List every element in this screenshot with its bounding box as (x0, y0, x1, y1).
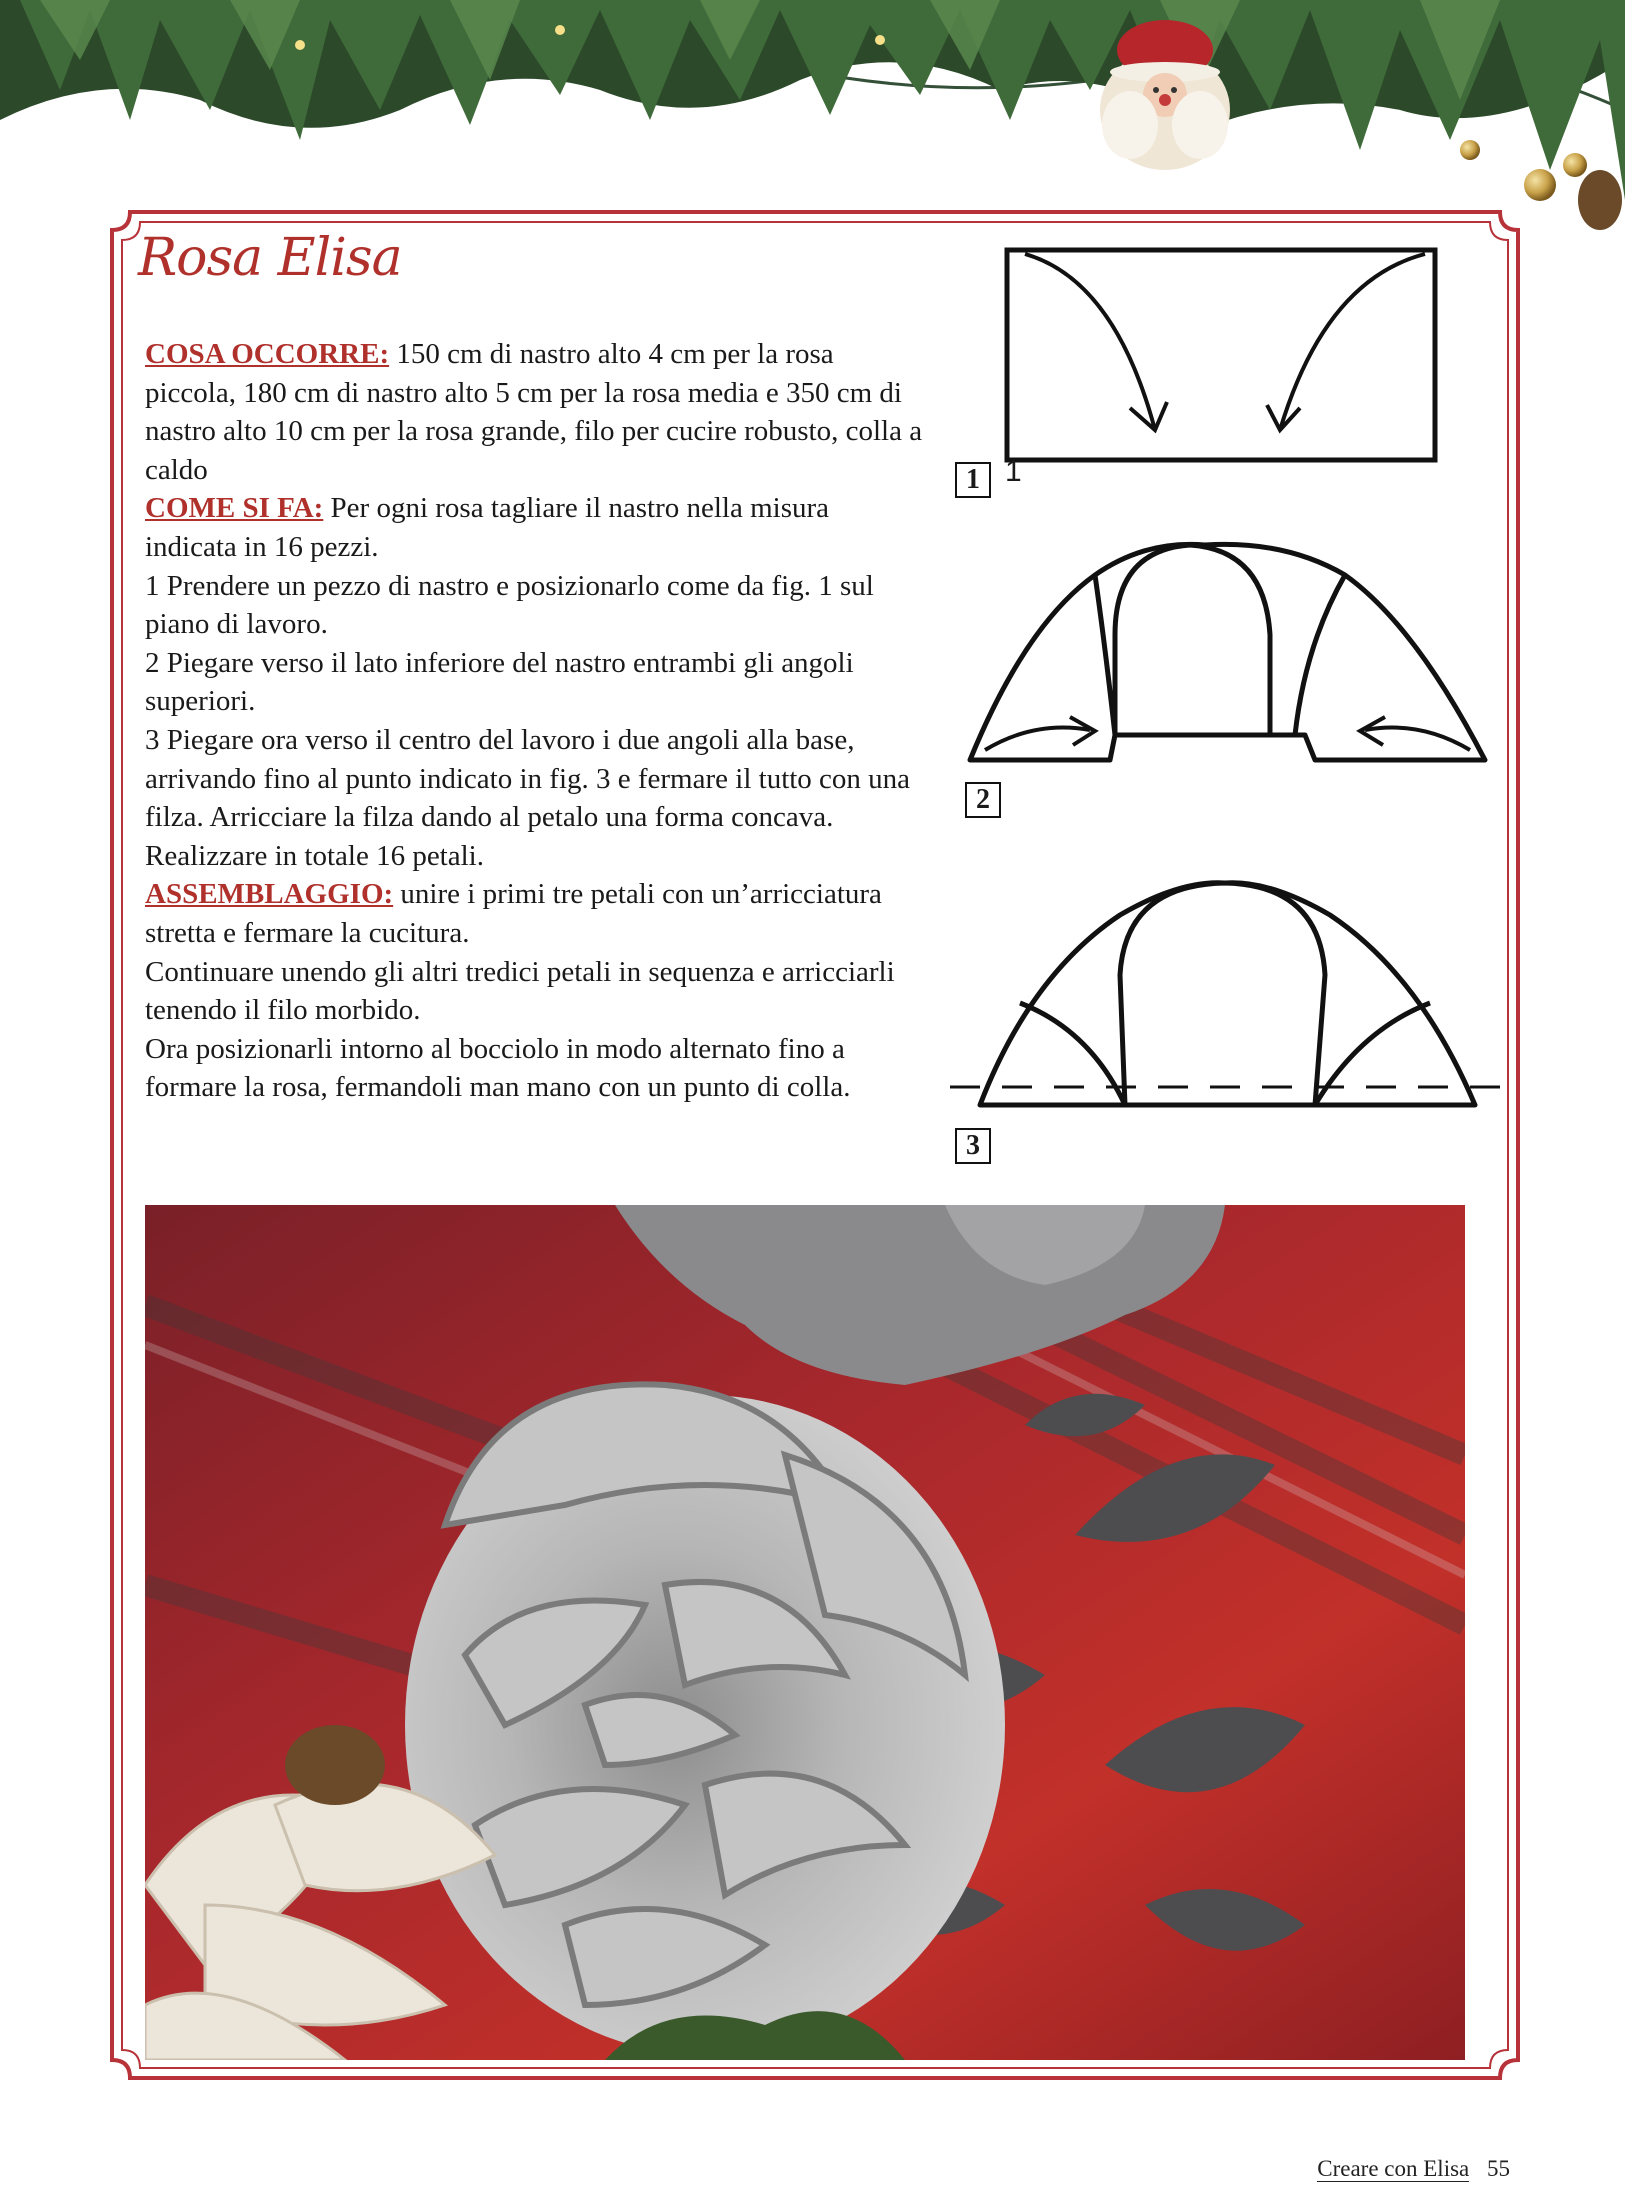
assembly-paragraph-2: Continuare unendo gli altri tredici petali in sequenza e arricciarli tenendo il filo morbido. (145, 955, 895, 1027)
figure-3-diagram (950, 855, 1500, 1125)
assembly-text: unire i primi tre petali con un’arricciatura stretta e fermare la cucitura. (145, 878, 882, 949)
step-2: 2 Piegare verso il lato inferiore del nastro entrambi gli angoli superiori. (145, 646, 854, 718)
magazine-name: Creare con Elisa (1317, 2156, 1470, 2181)
step-1: 1 Prendere un pezzo di nastro e posizionarlo come da fig. 1 sul piano di lavoro. (145, 569, 874, 641)
materials-paragraph (145, 335, 925, 489)
figure-1-label-ghost: 1 (1005, 455, 1022, 488)
page-number: 55 (1487, 2156, 1510, 2181)
figure-1-diagram (995, 240, 1455, 470)
assembly-heading: ASSEMBLAGGIO: (145, 878, 394, 911)
figure-2-diagram (965, 525, 1495, 775)
figure-3-label: 3 (955, 1128, 991, 1164)
santa-ornament-icon (1100, 20, 1230, 170)
step-3: 3 Piegare ora verso il centro del lavoro i due angoli alla base, arrivando fino al punto indicato in fig. 3 e fermare il tutto con una filza. Arricciare la filza dando al petalo una forma concava. Realizzare in totale 16 petali. (145, 723, 911, 872)
method-paragraph (145, 489, 925, 566)
page-footer (1317, 2156, 1510, 2182)
figure-1-label: 1 (955, 462, 991, 498)
figure-2-label: 2 (965, 782, 1001, 818)
instructions-text (145, 335, 925, 1107)
method-text: Per ogni rosa tagliare il nastro nella misura indicata in 16 pezzi. (145, 492, 830, 563)
materials-heading: COSA OCCORRE: (145, 338, 390, 370)
felt-rose-photo (145, 1205, 1465, 2060)
method-heading: COME SI FA: (145, 492, 324, 525)
page-title: Rosa Elisa (138, 228, 402, 288)
assembly-paragraph (145, 875, 925, 952)
assembly-paragraph-3: Ora posizionarli intorno al bocciolo in modo alternato fino a formare la rosa, fermandoli man mano con un punto di colla. (145, 1032, 851, 1104)
materials-text: 150 cm di nastro alto 4 cm per la rosa piccola, 180 cm di nastro alto 5 cm per la rosa media e 350 cm di nastro alto 10 cm per la rosa grande, filo per cucire robusto, colla a caldo (145, 338, 923, 486)
